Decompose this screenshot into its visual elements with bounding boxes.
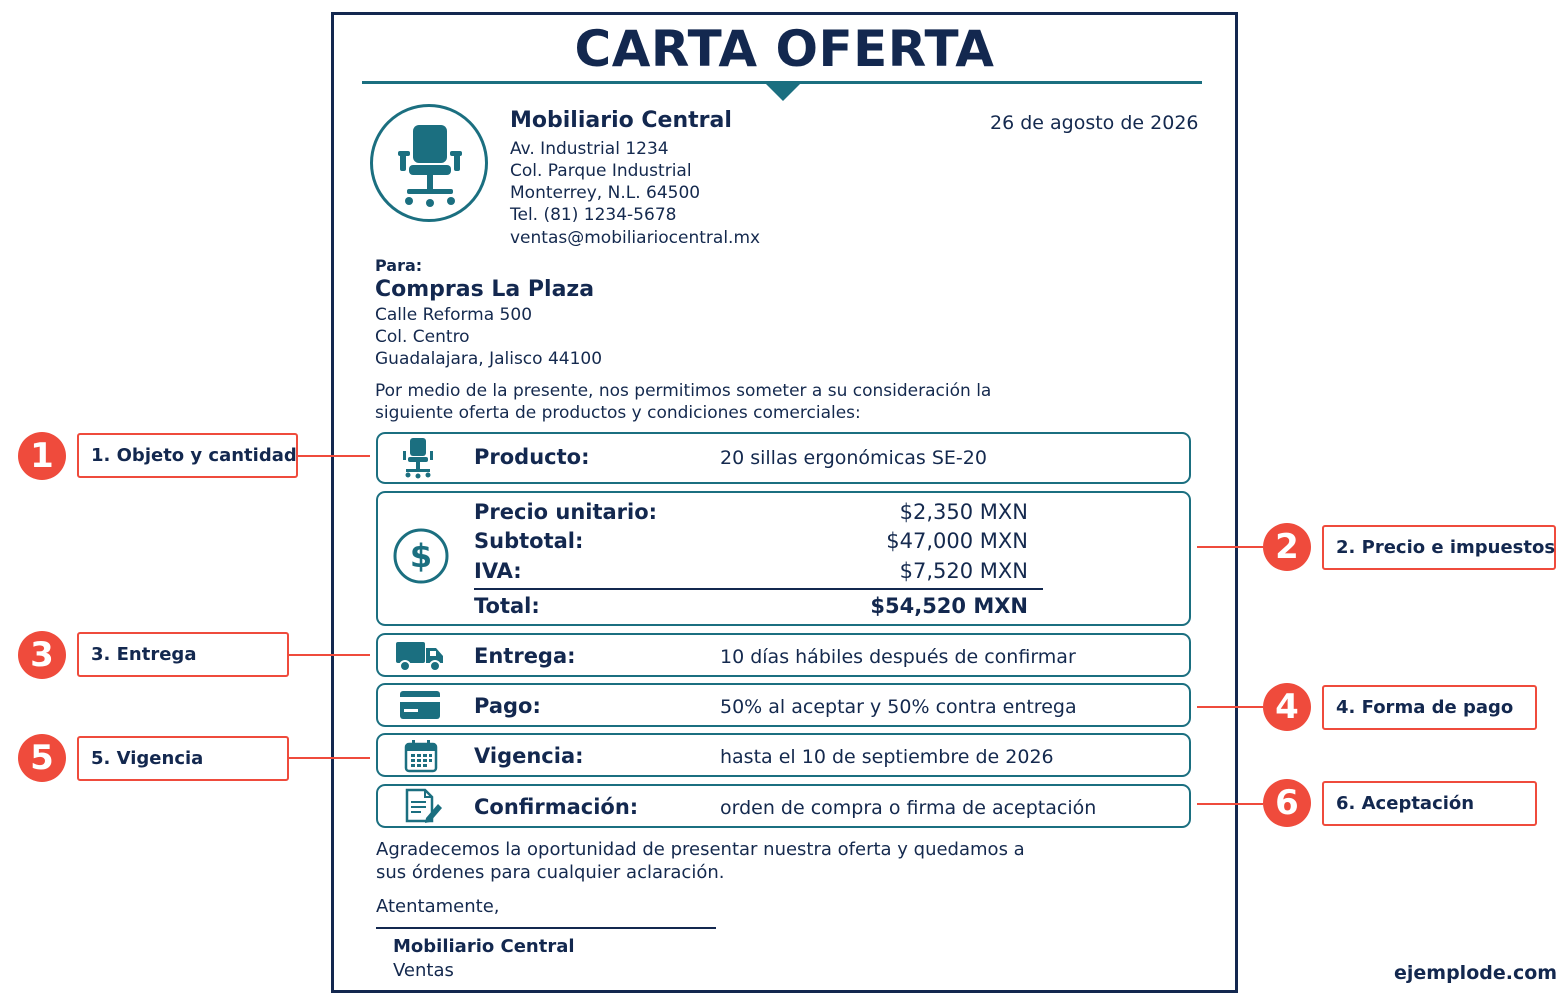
company-logo bbox=[370, 104, 488, 222]
site-watermark: ejemplode.com bbox=[1394, 962, 1558, 984]
sender-address-line: Monterrey, N.L. 64500 bbox=[510, 183, 701, 203]
callout-connector bbox=[298, 455, 370, 457]
sender-email: ventas@mobiliariocentral.mx bbox=[510, 228, 761, 248]
product-value: 20 sillas ergonómicas SE-20 bbox=[720, 447, 987, 469]
payment-label: Pago: bbox=[474, 694, 541, 718]
recipient-address-line: Col. Centro bbox=[375, 327, 470, 347]
recipient-name: Compras La Plaza bbox=[375, 277, 595, 302]
tax-label: IVA: bbox=[474, 559, 522, 583]
unit-price-label: Precio unitario: bbox=[474, 500, 658, 524]
subtotal-value: $47,000 MXN bbox=[886, 529, 1028, 553]
callout-number-3: 3 bbox=[18, 631, 66, 679]
callout-price: 2. Precio e impuestos bbox=[1322, 525, 1556, 570]
confirmation-value: orden de compra o firma de aceptación bbox=[720, 797, 1097, 819]
callout-number-6: 6 bbox=[1263, 779, 1311, 827]
svg-text:$: $ bbox=[409, 537, 433, 575]
signature-department: Ventas bbox=[393, 960, 454, 981]
confirmation-label: Confirmación: bbox=[474, 795, 639, 819]
validity-label: Vigencia: bbox=[474, 744, 584, 768]
callout-connector bbox=[289, 757, 370, 759]
sender-name: Mobiliario Central bbox=[510, 108, 732, 133]
callout-object: 1. Objeto y cantidad bbox=[77, 433, 298, 478]
total-value: $54,520 MXN bbox=[870, 594, 1028, 618]
callout-number-1: 1 bbox=[18, 432, 66, 480]
callout-number-4: 4 bbox=[1263, 683, 1311, 731]
callout-connector bbox=[1197, 706, 1263, 708]
signature-name: Mobiliario Central bbox=[393, 936, 575, 957]
callout-acceptance: 6. Aceptación bbox=[1322, 781, 1537, 826]
sender-phone: Tel. (81) 1234-5678 bbox=[510, 205, 677, 225]
callout-connector bbox=[1197, 803, 1263, 805]
delivery-label: Entrega: bbox=[474, 644, 576, 668]
signoff: Atentamente, bbox=[376, 896, 500, 917]
callout-number-5: 5 bbox=[18, 734, 66, 782]
callout-connector bbox=[289, 654, 370, 656]
validity-value: hasta el 10 de septiembre de 2026 bbox=[720, 746, 1054, 768]
product-label: Producto: bbox=[474, 445, 590, 469]
recipient-label: Para: bbox=[375, 256, 423, 275]
callout-payment: 4. Forma de pago bbox=[1322, 685, 1537, 730]
callout-validity: 5. Vigencia bbox=[77, 736, 289, 781]
sender-address-line: Av. Industrial 1234 bbox=[510, 139, 669, 159]
dollar-icon bbox=[392, 527, 450, 585]
calendar-icon bbox=[404, 739, 438, 773]
letter-date: 26 de agosto de 2026 bbox=[990, 112, 1199, 134]
recipient-address-line: Guadalajara, Jalisco 44100 bbox=[375, 349, 603, 369]
unit-price-value: $2,350 MXN bbox=[899, 500, 1028, 524]
total-label: Total: bbox=[474, 594, 540, 618]
credit-card-icon bbox=[399, 690, 441, 720]
document-sign-icon bbox=[404, 788, 444, 824]
callout-connector bbox=[1197, 546, 1263, 548]
recipient-address-line: Calle Reforma 500 bbox=[375, 305, 533, 325]
callout-delivery: 3. Entrega bbox=[77, 632, 289, 677]
subtotal-label: Subtotal: bbox=[474, 529, 584, 553]
office-chair-icon bbox=[397, 123, 463, 209]
tax-value: $7,520 MXN bbox=[899, 559, 1028, 583]
office-chair-icon bbox=[402, 437, 434, 479]
truck-icon bbox=[395, 640, 445, 672]
sender-address-line: Col. Parque Industrial bbox=[510, 161, 692, 181]
closing-paragraph: Agradecemos la oportunidad de presentar nuestra oferta y quedamos a sus órdenes para cualquier aclaración. bbox=[376, 839, 1025, 883]
callout-number-2: 2 bbox=[1263, 523, 1311, 571]
page-title: CARTA OFERTA bbox=[574, 20, 995, 78]
title-notch bbox=[765, 83, 801, 101]
payment-value: 50% al aceptar y 50% contra entrega bbox=[720, 696, 1077, 718]
intro-paragraph: Por medio de la presente, nos permitimos someter a su consideración la siguiente oferta de productos y condiciones comerciales: bbox=[375, 381, 992, 423]
signature-line bbox=[376, 927, 716, 929]
total-rule bbox=[474, 588, 1043, 590]
delivery-value: 10 días hábiles después de confirmar bbox=[720, 646, 1076, 668]
